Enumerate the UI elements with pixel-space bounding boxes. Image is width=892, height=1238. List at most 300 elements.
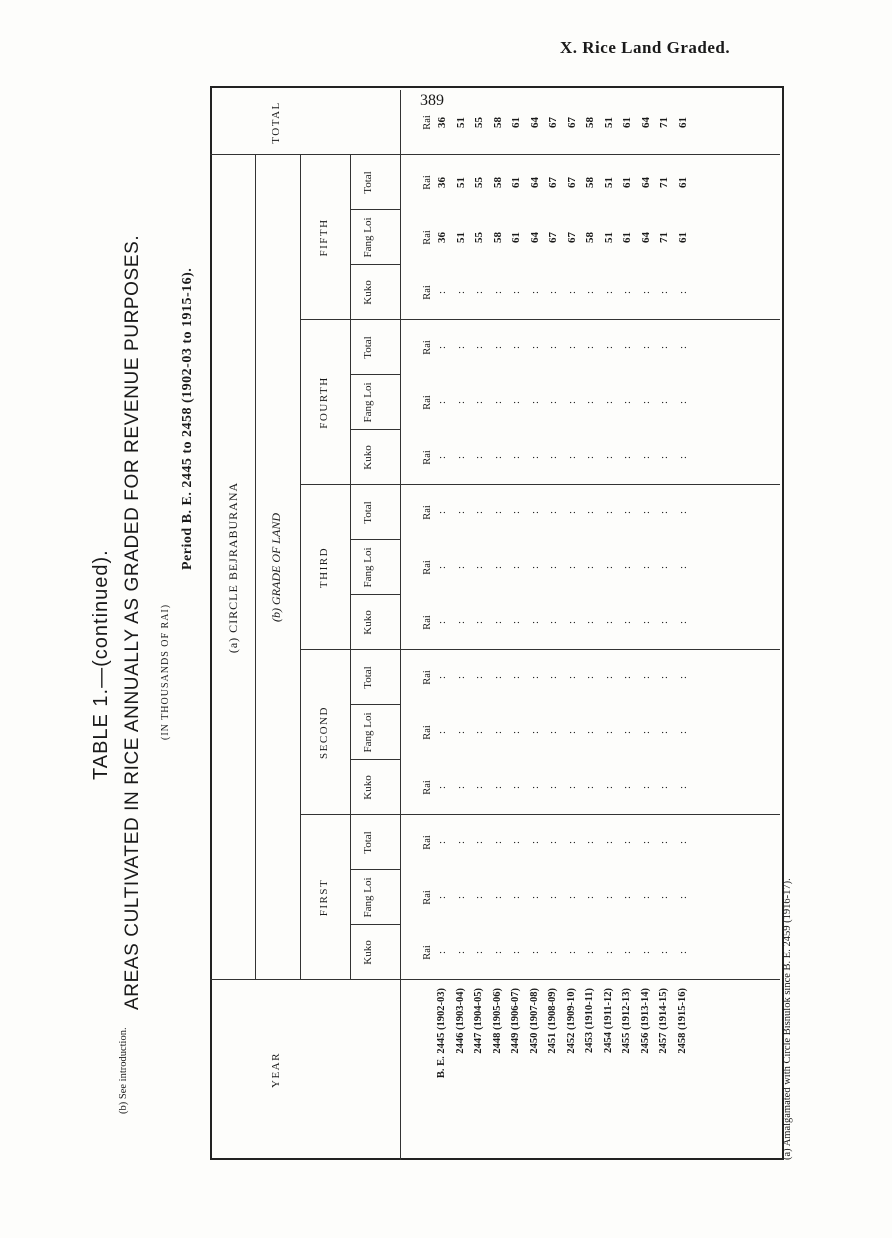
subcol-header-kuko: Kuko <box>362 610 374 635</box>
table-cell: : <box>565 510 578 515</box>
table-cell-grand-total: 64 <box>639 117 652 128</box>
table-row-year: 2456 (1913-14) <box>639 988 651 1054</box>
subcol-header-kuko: Kuko <box>362 280 374 305</box>
unit-label: Rai <box>422 395 433 410</box>
table-cell: : <box>658 785 670 790</box>
table-cell: : <box>547 785 559 790</box>
year-header: YEAR <box>270 1052 282 1088</box>
table-cell: : <box>436 565 448 570</box>
grade-rule <box>300 155 301 980</box>
table-cell: : <box>547 730 559 735</box>
table-cell: : <box>473 840 485 845</box>
grade-header-second: SECOND <box>318 706 330 760</box>
table-cell: : <box>473 785 485 790</box>
table-cell: : <box>510 400 522 405</box>
table-cell: : <box>510 455 522 460</box>
table-cell: 51 <box>602 232 615 243</box>
table-cell: : <box>584 455 596 460</box>
subcol-header-kuko: Kuko <box>362 445 374 470</box>
table-cell: : <box>528 510 541 515</box>
table-cell: : <box>676 840 689 845</box>
table-cell: : <box>658 950 670 955</box>
subcol-divider <box>350 759 400 760</box>
table-cell: 51 <box>454 232 467 243</box>
table-cell: : <box>602 290 615 295</box>
table-cell: : <box>473 345 485 350</box>
subcol-header-fang-loi: Fang Loi <box>362 547 374 588</box>
table-cell: : <box>528 950 541 955</box>
table-cell: : <box>658 620 670 625</box>
table-cell: : <box>676 620 689 625</box>
table-row-year: 2458 (1915-16) <box>676 988 688 1054</box>
table-cell: 64 <box>528 177 541 188</box>
table-cell: : <box>454 730 467 735</box>
table-cell-grand-total: 61 <box>510 117 522 128</box>
grade-header-third: THIRD <box>318 546 330 589</box>
table-cell-grand-total: 58 <box>584 117 596 128</box>
table-cell: : <box>491 620 504 625</box>
table-cell: : <box>436 510 448 515</box>
table-cell-grand-total: 61 <box>676 117 689 128</box>
table-cell: : <box>436 675 448 680</box>
table-cell: : <box>639 620 652 625</box>
table-cell: : <box>528 620 541 625</box>
table-row-year: 2446 (1903-04) <box>454 988 466 1054</box>
subcol-divider <box>350 924 400 925</box>
table-cell: : <box>436 400 448 405</box>
table-cell: : <box>676 730 689 735</box>
table-cell: : <box>602 565 615 570</box>
table-cell: : <box>454 895 467 900</box>
unit-label: Rai <box>422 230 433 245</box>
table-cell: : <box>510 675 522 680</box>
table-cell: : <box>639 565 652 570</box>
subcol-header-total: Total <box>362 336 374 359</box>
table-cell: : <box>547 950 559 955</box>
table-cell: 71 <box>658 232 670 243</box>
unit-label: Rai <box>422 725 433 740</box>
table-cell: : <box>602 400 615 405</box>
table-cell: : <box>510 785 522 790</box>
table-cell: : <box>454 620 467 625</box>
table-row-year: 2449 (1906-07) <box>510 988 521 1054</box>
subcol-divider <box>350 594 400 595</box>
table-cell: : <box>639 290 652 295</box>
table-cell: : <box>473 620 485 625</box>
table-cell: : <box>602 675 615 680</box>
table-row-year: 2451 (1908-09) <box>547 988 558 1054</box>
table-cell: : <box>491 565 504 570</box>
table-cell: : <box>547 675 559 680</box>
table-cell: : <box>584 675 596 680</box>
table-cell: : <box>584 895 596 900</box>
subcol-header-total: Total <box>362 501 374 524</box>
table-cell: : <box>473 565 485 570</box>
table-cell: : <box>436 785 448 790</box>
table-cell: : <box>676 895 689 900</box>
table-row-year: 2450 (1907-08) <box>528 988 540 1054</box>
table-cell: 61 <box>621 232 633 243</box>
table-cell: : <box>528 455 541 460</box>
table-cell: : <box>658 345 670 350</box>
table-cell: : <box>602 785 615 790</box>
unit-label: Rai <box>422 670 433 685</box>
table-cell: : <box>602 510 615 515</box>
table-cell: : <box>639 950 652 955</box>
subcol-header-total: Total <box>362 666 374 689</box>
table-cell: : <box>473 510 485 515</box>
table-cell: 36 <box>436 232 448 243</box>
table-cell: : <box>676 950 689 955</box>
table-cell: : <box>473 290 485 295</box>
table-cell: 58 <box>491 232 504 243</box>
footnote-a: (a) Amalgamated with Circle Bisnulok since B. E. 2459 (1916-17). <box>782 878 793 1160</box>
table-cell: : <box>639 840 652 845</box>
table-cell: : <box>528 785 541 790</box>
table-cell: : <box>436 290 448 295</box>
table-cell: : <box>491 290 504 295</box>
table-cell: : <box>676 565 689 570</box>
table-cell: : <box>621 895 633 900</box>
table-cell: : <box>658 510 670 515</box>
table-cell: : <box>510 345 522 350</box>
table-cell: 64 <box>639 232 652 243</box>
table-cell: : <box>584 510 596 515</box>
table-cell: 36 <box>436 177 448 188</box>
table-cell: : <box>621 730 633 735</box>
table-cell: : <box>621 565 633 570</box>
table-cell: : <box>584 620 596 625</box>
grade-header-fourth: FOURTH <box>318 376 330 429</box>
table-cell: : <box>454 840 467 845</box>
table-cell: : <box>436 840 448 845</box>
units-note: (IN THOUSANDS OF RAI) <box>160 603 171 740</box>
unit-label: Rai <box>422 780 433 795</box>
table-cell: : <box>473 895 485 900</box>
table-cell: : <box>584 840 596 845</box>
table-row-year: 2457 (1914-15) <box>658 988 669 1054</box>
table-cell: : <box>510 840 522 845</box>
table-cell: 61 <box>510 177 522 188</box>
table-cell: : <box>602 895 615 900</box>
subcol-divider <box>350 539 400 540</box>
grade-header-first: FIRST <box>318 878 330 917</box>
table-cell: : <box>491 730 504 735</box>
table-cell: 67 <box>565 177 578 188</box>
table-cell: 51 <box>454 177 467 188</box>
unit-label: Rai <box>422 560 433 575</box>
table-cell: 55 <box>473 232 485 243</box>
table-cell: : <box>436 345 448 350</box>
table-cell: : <box>454 785 467 790</box>
table-cell: : <box>436 730 448 735</box>
table-cell: : <box>491 785 504 790</box>
table-cell: : <box>510 510 522 515</box>
total-unit-label: Rai <box>422 115 433 130</box>
table-cell: : <box>436 455 448 460</box>
table-cell: : <box>454 345 467 350</box>
table-cell: : <box>565 950 578 955</box>
table-cell: : <box>528 895 541 900</box>
table-cell: : <box>547 345 559 350</box>
table-cell: 61 <box>676 177 689 188</box>
table-cell: : <box>547 840 559 845</box>
table-cell-grand-total: 64 <box>528 117 541 128</box>
subcol-divider <box>350 374 400 375</box>
unit-label: Rai <box>422 945 433 960</box>
table-cell: : <box>658 895 670 900</box>
grade-of-land-header: (b) GRADE OF LAND <box>269 513 283 622</box>
table-cell: : <box>639 785 652 790</box>
table-cell: : <box>454 290 467 295</box>
table-cell: : <box>584 290 596 295</box>
table-cell: 67 <box>547 232 559 243</box>
table-cell: : <box>676 290 689 295</box>
table-cell: : <box>547 400 559 405</box>
table-cell: : <box>621 345 633 350</box>
table-cell: 58 <box>584 232 596 243</box>
table-cell: : <box>621 455 633 460</box>
period-note: Period B. E. 2445 to 2458 (1902-03 to 1915-16). <box>180 267 195 570</box>
unit-label: Rai <box>422 285 433 300</box>
table-cell: : <box>621 620 633 625</box>
table-row-year: 2454 (1911-12) <box>602 988 614 1054</box>
circle-rule <box>255 155 256 980</box>
table-cell: : <box>639 510 652 515</box>
table-cell: : <box>621 510 633 515</box>
table-cell: : <box>510 620 522 625</box>
table-cell: : <box>676 455 689 460</box>
table-cell: : <box>565 895 578 900</box>
table-cell: : <box>491 455 504 460</box>
table-cell: : <box>565 400 578 405</box>
table-cell: : <box>491 675 504 680</box>
table-cell: : <box>658 290 670 295</box>
table-cell: : <box>565 840 578 845</box>
table-cell: : <box>602 730 615 735</box>
table-cell: : <box>584 785 596 790</box>
table-cell: : <box>528 840 541 845</box>
unit-label: Rai <box>422 340 433 355</box>
table-cell: : <box>528 730 541 735</box>
table-cell: : <box>473 455 485 460</box>
table-cell: : <box>584 565 596 570</box>
table-cell: 55 <box>473 177 485 188</box>
table-cell: : <box>584 950 596 955</box>
table-cell: : <box>491 895 504 900</box>
subcol-header-fang-loi: Fang Loi <box>362 712 374 753</box>
table-row-year: 2455 (1912-13) <box>621 988 632 1054</box>
table-row-year: 2453 (1910-11) <box>584 988 595 1054</box>
subcol-divider <box>350 209 400 210</box>
table-cell: : <box>639 345 652 350</box>
subcol-divider <box>350 264 400 265</box>
table-cell: 61 <box>510 232 522 243</box>
subcol-divider <box>350 704 400 705</box>
table-cell: : <box>584 730 596 735</box>
table-cell-grand-total: 36 <box>436 117 448 128</box>
header-bottom-rule <box>400 90 401 1160</box>
table-cell-grand-total: 71 <box>658 117 670 128</box>
running-header: X. Rice Land Graded. <box>560 38 731 57</box>
table-cell-grand-total: 51 <box>602 117 615 128</box>
table-cell: : <box>621 675 633 680</box>
unit-label: Rai <box>422 505 433 520</box>
table-cell: : <box>436 895 448 900</box>
table-cell-grand-total: 67 <box>565 117 578 128</box>
subcol-divider <box>350 429 400 430</box>
table-cell: : <box>528 345 541 350</box>
table-cell: : <box>454 950 467 955</box>
table-cell: : <box>510 950 522 955</box>
unit-label: Rai <box>422 450 433 465</box>
table-cell: : <box>658 565 670 570</box>
unit-label: Rai <box>422 615 433 630</box>
table-cell: 71 <box>658 177 670 188</box>
table-cell: : <box>639 730 652 735</box>
table-cell: : <box>676 345 689 350</box>
table-cell: : <box>510 895 522 900</box>
table-cell: : <box>602 620 615 625</box>
table-cell: : <box>639 455 652 460</box>
table-cell: : <box>473 400 485 405</box>
table-cell: : <box>658 675 670 680</box>
table-cell: : <box>658 400 670 405</box>
table-cell: : <box>510 565 522 570</box>
table-cell-grand-total: 51 <box>454 117 467 128</box>
total-header: TOTAL <box>270 101 282 144</box>
table-row-year: B. E. 2445 (1902-03) <box>436 988 447 1079</box>
table-cell: : <box>565 565 578 570</box>
table-cell: : <box>565 785 578 790</box>
table-cell: : <box>658 840 670 845</box>
table-cell: : <box>528 565 541 570</box>
table-cell: 64 <box>528 232 541 243</box>
table-cell: 51 <box>602 177 615 188</box>
table-cell: : <box>584 345 596 350</box>
table-cell: 64 <box>639 177 652 188</box>
table-cell: : <box>565 730 578 735</box>
table-cell-grand-total: 67 <box>547 117 559 128</box>
table-cell: : <box>565 455 578 460</box>
subcol-header-fang-loi: Fang Loi <box>362 877 374 918</box>
table-cell: : <box>454 400 467 405</box>
circle-header: (a) CIRCLE BEJRABURANA <box>226 481 240 654</box>
table-cell: : <box>454 675 467 680</box>
subcol-header-kuko: Kuko <box>362 940 374 965</box>
rotated-table-page <box>80 90 800 1160</box>
table-subtitle: AREAS CULTIVATED IN RICE ANNUALLY AS GRADED FOR REVENUE PURPOSES. <box>122 234 143 1010</box>
table-cell-grand-total: 55 <box>473 117 485 128</box>
table-cell: : <box>473 675 485 680</box>
footnote-b: (b) See introduction. <box>118 1027 129 1114</box>
unit-label: Rai <box>422 175 433 190</box>
table-cell: : <box>602 455 615 460</box>
table-cell: : <box>491 950 504 955</box>
table-cell: : <box>528 290 541 295</box>
table-cell: 67 <box>565 232 578 243</box>
table-cell: : <box>436 620 448 625</box>
page-number: 389 <box>420 92 444 109</box>
table-cell: 58 <box>491 177 504 188</box>
table-cell: : <box>436 950 448 955</box>
table-cell: : <box>547 565 559 570</box>
table-cell: : <box>565 675 578 680</box>
unit-label: Rai <box>422 890 433 905</box>
table-cell: : <box>602 345 615 350</box>
table-cell: : <box>473 730 485 735</box>
table-cell: : <box>565 620 578 625</box>
subcol-header-total: Total <box>362 171 374 194</box>
table-cell: : <box>621 785 633 790</box>
table-cell: : <box>510 290 522 295</box>
table-cell: : <box>473 950 485 955</box>
grade-header-fifth: FIFTH <box>318 218 330 257</box>
table-cell: : <box>454 510 467 515</box>
table-cell: : <box>621 950 633 955</box>
table-row-year: 2448 (1905-06) <box>491 988 503 1054</box>
table-cell: 58 <box>584 177 596 188</box>
table-cell: : <box>547 895 559 900</box>
table-cell: 61 <box>676 232 689 243</box>
table-cell: : <box>547 620 559 625</box>
table-cell: : <box>491 345 504 350</box>
table-cell: : <box>658 455 670 460</box>
table-cell: : <box>676 675 689 680</box>
table-cell: : <box>547 290 559 295</box>
grade-name-rule <box>350 155 351 980</box>
table-row-year: 2447 (1904-05) <box>473 988 484 1054</box>
table-cell: : <box>528 400 541 405</box>
table-cell: : <box>602 950 615 955</box>
table-cell: : <box>639 400 652 405</box>
table-cell: : <box>547 510 559 515</box>
table-cell: : <box>454 455 467 460</box>
subcol-header-fang-loi: Fang Loi <box>362 217 374 258</box>
table-cell-grand-total: 58 <box>491 117 504 128</box>
table-cell: : <box>602 840 615 845</box>
table-cell: : <box>565 290 578 295</box>
table-cell: : <box>565 345 578 350</box>
table-title: TABLE 1.—(continued). <box>90 549 112 780</box>
table-cell-grand-total: 61 <box>621 117 633 128</box>
table-cell: : <box>676 400 689 405</box>
table-cell: 67 <box>547 177 559 188</box>
table-cell: : <box>658 730 670 735</box>
table-cell: : <box>639 895 652 900</box>
table-cell: : <box>547 455 559 460</box>
table-cell: : <box>491 840 504 845</box>
table-cell: : <box>528 675 541 680</box>
subcol-header-fang-loi: Fang Loi <box>362 382 374 423</box>
subcol-header-kuko: Kuko <box>362 775 374 800</box>
table-cell: : <box>639 675 652 680</box>
table-cell: : <box>621 400 633 405</box>
table-cell: : <box>491 400 504 405</box>
table-cell: : <box>491 510 504 515</box>
table-cell: : <box>676 785 689 790</box>
table-cell: : <box>621 840 633 845</box>
table-cell: : <box>621 290 633 295</box>
subcol-header-total: Total <box>362 831 374 854</box>
table-cell: : <box>584 400 596 405</box>
unit-label: Rai <box>422 835 433 850</box>
table-cell: : <box>510 730 522 735</box>
table-cell: : <box>454 565 467 570</box>
table-row-year: 2452 (1909-10) <box>565 988 577 1054</box>
table-cell: : <box>676 510 689 515</box>
subcol-divider <box>350 869 400 870</box>
